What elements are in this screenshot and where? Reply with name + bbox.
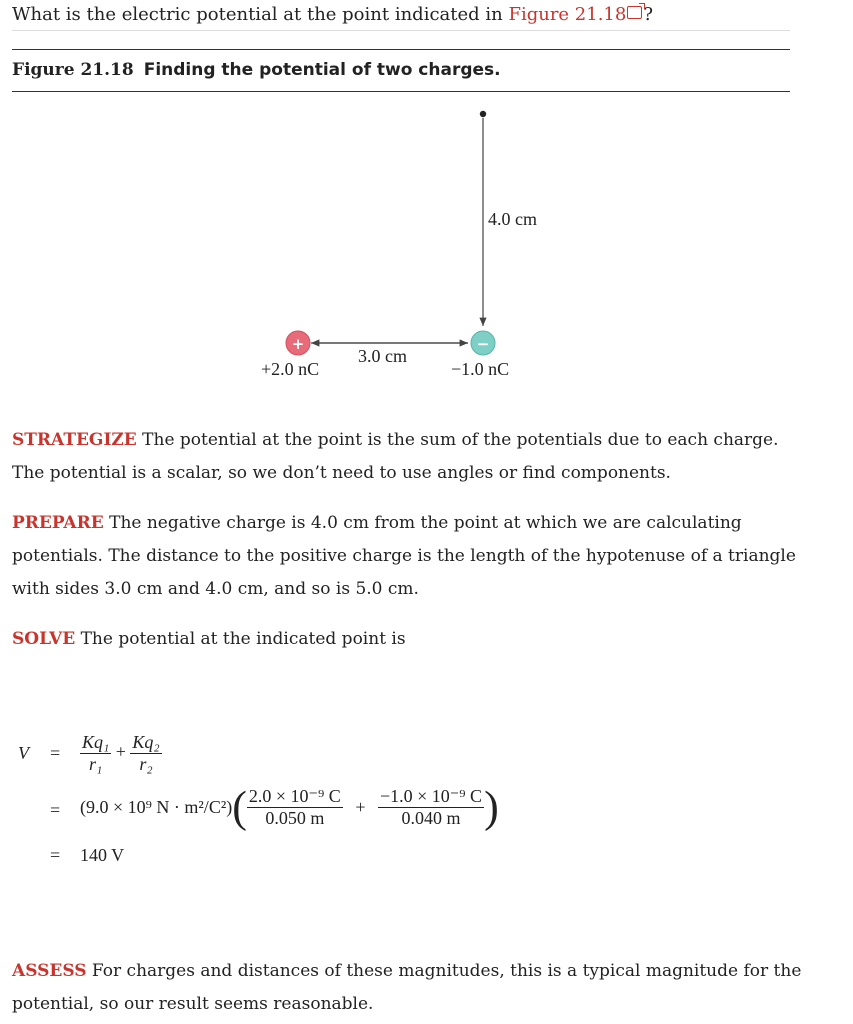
- positive-charge-label: +2.0 nC: [261, 359, 320, 379]
- strategize-text: The potential at the point is the sum of the potentials due to each charge. The potential is a scalar, so we don’t need to use angles or find components.: [12, 430, 779, 483]
- question-text: [12, 4, 653, 25]
- equation-result: 140 V: [80, 845, 125, 865]
- fraction-3-numerator: 2.0 × 10⁻⁹ C: [248, 786, 341, 806]
- divider-light: [12, 30, 790, 31]
- fraction-4-numerator: −1.0 × 10⁻⁹ C: [379, 786, 483, 806]
- equation-line-1: [80, 732, 162, 775]
- solve-heading: SOLVE: [12, 629, 76, 649]
- coulomb-constant: (9.0 × 10⁹ N · m²/C²): [80, 797, 233, 817]
- question-prefix: What is the electric potential at the point indicated in: [12, 4, 509, 25]
- solve-text: The potential at the indicated point is: [75, 629, 406, 649]
- figure-link[interactable]: Figure 21.18: [508, 4, 627, 25]
- figure-title: Finding the potential of two charges.: [143, 60, 501, 80]
- strategize-heading: STRATEGIZE: [12, 430, 137, 450]
- equals-sign-3: =: [50, 845, 61, 865]
- prepare-text: The negative charge is 4.0 cm from the point at which we are calculating potentials. The distance to the positive charge is the length of the hypotenuse of a triangle with sides 3.0 cm and 4.0 cm, and so is 5.0 cm.: [12, 513, 796, 599]
- question-suffix: ?: [643, 4, 653, 25]
- plus-sign-1: +: [115, 741, 126, 762]
- assess-heading: ASSESS: [12, 961, 87, 981]
- equation-line-2: (9.0 × 10⁹ N · m²/C²)( $\frac{\text{2.0 × 10⁻⁹ C}}{0.050 m}$ + $\frac{\text{−1.0 × 10⁻⁹ C}}{0.040 m}$ ): [80, 782, 499, 832]
- negative-symbol: −: [476, 335, 490, 353]
- equals-sign-1: =: [50, 743, 61, 763]
- solve-paragraph: [12, 623, 802, 656]
- fraction-1-denominator: r₁: [89, 754, 103, 774]
- vertical-distance-label: 4.0 cm: [488, 209, 537, 229]
- external-link-icon[interactable]: [627, 6, 642, 19]
- fraction-1-numerator: Kq₁: [82, 732, 110, 752]
- caption-rule-top: [12, 49, 790, 50]
- prepare-heading: PREPARE: [12, 513, 104, 533]
- fraction-2-numerator: Kq₂: [132, 732, 160, 752]
- fraction-3-denominator: 0.050 m: [265, 808, 325, 828]
- fraction-4-denominator: 0.040 m: [401, 808, 461, 828]
- figure-number: Figure 21.18: [12, 60, 134, 80]
- charge-diagram: [0, 100, 853, 390]
- plus-sign-2: +: [355, 797, 366, 817]
- assess-paragraph: [12, 955, 802, 1021]
- assess-text: For charges and distances of these magnitudes, this is a typical magnitude for the potential, so our result seems reasonable.: [12, 961, 802, 1014]
- figure-caption: [12, 60, 501, 80]
- equals-sign-2: =: [50, 800, 61, 820]
- strategize-paragraph: [12, 424, 802, 490]
- horizontal-distance-label: 3.0 cm: [358, 346, 407, 366]
- fraction-2-denominator: r₂: [139, 754, 153, 774]
- prepare-paragraph: [12, 507, 802, 606]
- observation-point: [480, 111, 486, 117]
- negative-charge-label: −1.0 nC: [451, 359, 510, 379]
- caption-rule-bottom: [12, 91, 790, 92]
- equation-lhs: V: [18, 743, 29, 763]
- positive-symbol: +: [291, 335, 305, 353]
